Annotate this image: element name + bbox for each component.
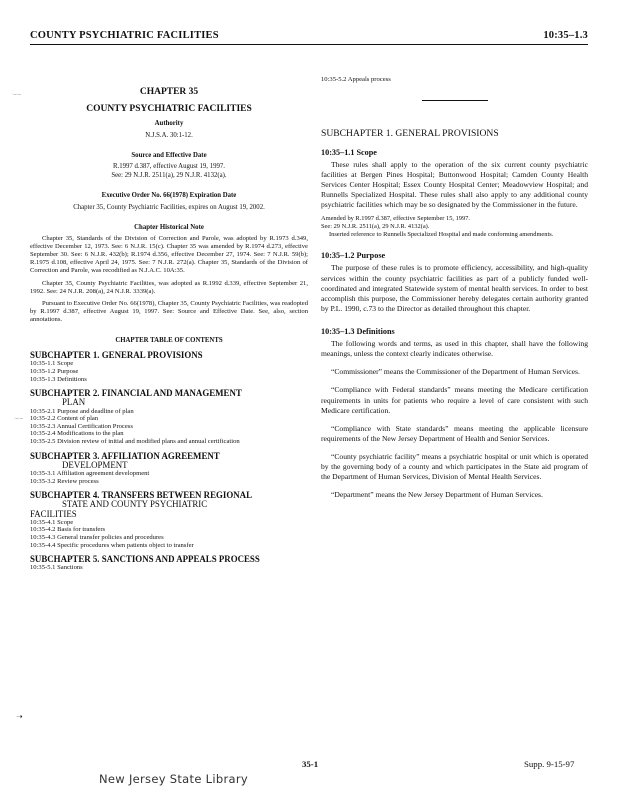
- toc-item: 10:35-4.1 Scope: [30, 518, 74, 526]
- margin-mark: ·-·–: [14, 416, 23, 422]
- toc-item: 10:35-1.2 Purpose: [30, 367, 79, 375]
- page-number: 35-1: [302, 759, 319, 769]
- toc-item: 10:35-1.3 Definitions: [30, 375, 87, 383]
- rule-heading: 10:35–1.3 Definitions: [321, 326, 395, 336]
- toc-item: 10:35-2.5 Division review of initial and modified plans and annual certification: [30, 437, 240, 445]
- source-label: Source and Effective Date: [131, 151, 207, 159]
- toc-heading: SUBCHAPTER 1. GENERAL PROVISIONS: [30, 350, 203, 361]
- toc-heading: SUBCHAPTER 5. SANCTIONS AND APPEALS PROCESS: [30, 554, 260, 565]
- toc-item: 10:35-3.1 Affiliation agreement development: [30, 469, 150, 477]
- toc-heading-cont: PLAN: [62, 397, 86, 408]
- toc-label: CHAPTER TABLE OF CONTENTS: [115, 336, 223, 344]
- toc-subchapter: [30, 491, 308, 549]
- toc-item: 10:35-4.2 Basis for transfers: [30, 526, 106, 534]
- left-column: [30, 76, 308, 572]
- authority-text: N.J.S.A. 30:1-12.: [145, 131, 193, 139]
- toc-item: 10:35-4.3 General transfer policies and procedures: [30, 533, 164, 541]
- toc-subchapter: [30, 351, 308, 383]
- toc-heading: SUBCHAPTER 3. AFFILIATION AGREEMENT: [30, 450, 220, 461]
- library-stamp: New Jersey State Library: [99, 772, 248, 786]
- source-line: R.1997 d.387, effective August 19, 1997.: [112, 163, 225, 171]
- amendment-note: See: 29 N.J.R. 2511(a), 29 N.J.R. 4132(a).: [321, 223, 430, 231]
- toc-item: 10:35-3.2 Review process: [30, 477, 99, 485]
- toc-heading-cont: FACILITIES: [30, 508, 77, 519]
- rule-heading: 10:35–1.1 Scope: [321, 147, 377, 157]
- header-title: COUNTY PSYCHIATRIC FACILITIES: [30, 30, 219, 41]
- header-section: 10:35–1.3: [543, 30, 588, 41]
- margin-mark: ·-·–: [12, 92, 21, 98]
- divider: [422, 100, 488, 101]
- chapter-number: CHAPTER 35: [139, 87, 199, 97]
- definition: “Compliance with State standards” means meeting the applicable licensure requirements of the New Jersey Department of Health and Senior Services.: [321, 423, 588, 443]
- amendment-note: Inserted reference to Runnells Specialized Hospital and made conforming amendments.: [329, 230, 554, 238]
- exec-order-text: Chapter 35, County Psychiatric Facilities, expires on August 19, 2002.: [73, 203, 265, 211]
- historical-note-label: Chapter Historical Note: [134, 223, 204, 231]
- toc-heading-cont: DEVELOPMENT: [62, 459, 128, 470]
- toc-item: 10:35-2.2 Content of plan: [30, 415, 99, 423]
- historical-note-paragraph: Chapter 35, County Psychiatric Facilities, was adopted as R.1992 d.339, effective September 21, 1992. See: 24 N.J.R. 208(a), 24 N.J.R. 3339(a).: [30, 279, 308, 295]
- definition: “Commissioner” means the Commissioner of the Department of Human Services.: [331, 367, 580, 377]
- toc-item: 10:35-2.1 Purpose and deadline of plan: [30, 407, 134, 415]
- rule-body: The purpose of these rules is to promote efficiency, accessibility, and high-quality services within the county psychiatric facilities as part of a publicly funded well-coordinated and integrated Statewide system of mental health services. In order to best accomplish this purpose, the Commissioner hereby delegates certain authority granted by P.L. 1990, c.73 to the Director as detailed throughout this chapter.: [321, 263, 588, 313]
- toc-item: 10:35-2.4 Modifications to the plan: [30, 430, 124, 438]
- exec-order-label: Executive Order No. 66(1978) Expiration Date: [101, 192, 237, 200]
- amendment-note: Amended by R.1997 d.387, effective September 15, 1997.: [321, 215, 470, 223]
- subchapter-heading: SUBCHAPTER 1. GENERAL PROVISIONS: [321, 127, 499, 139]
- right-column: [321, 76, 588, 500]
- toc-subchapter: [30, 389, 308, 445]
- definition: “Department” means the New Jersey Department of Human Services.: [331, 490, 543, 500]
- rule-heading: 10:35–1.2 Purpose: [321, 251, 386, 261]
- historical-note-paragraph: Chapter 35, Standards of the Division of Correction and Parole, was adopted by R.1973 d.349, effective December 12, 1973. See: 6 N.J.R. 15(c). Chapter 35 was amended by R.1974 d.273, effective September 30. See: 6 N.J.R. 432(b); R.1974 d.356, effective December 27, 1974. See: 7 N.J.R. 59(b); R.1975 d.108, effective April 24, 1975. See: 7 N.J.R. 272(a). Chapter 35, Standards of the Division of Correction and Parole, was recodified as N.J.A.C. 10A:35.: [30, 235, 308, 275]
- authority-label: Authority: [154, 120, 184, 128]
- toc-item: 10:35-2.3 Annual Certification Process: [30, 422, 133, 430]
- toc-subchapter: [30, 555, 308, 572]
- toc-heading-cont: STATE AND COUNTY PSYCHIATRIC: [62, 499, 208, 510]
- toc-item: 10:35-1.1 Scope: [30, 360, 74, 368]
- rule-body: The following words and terms, as used in this chapter, shall have the following meanings, unless the context clearly indicates otherwise.: [321, 339, 588, 359]
- historical-note-paragraph: Pursuant to Executive Order No. 66(1978), Chapter 35, County Psychiatric Facilities, was readopted by R.1997 d.387, effective August 19, 1997. See: Source and Effective Date. See, also, section annotations.: [30, 299, 308, 323]
- rule-body: These rules shall apply to the operation of the six current county psychiatric facilities at Bergen Pines Hospital; Buttonwood Hospital; Camden County Health Services Center Hospital; Essex County Hospital Center; Meadowview Hospital; and Runnells Specialized Hospital. These rules shall also apply to any additional county psychiatric facilities which may be so designated by the Commissioner in the future.: [321, 160, 588, 210]
- toc-heading: SUBCHAPTER 2. FINANCIAL AND MANAGEMENT: [30, 388, 242, 399]
- definition: “Compliance with Federal standards” means meeting the Medicare certification requirements in units for patients who require a level of care consistent with such Medicare certification.: [321, 385, 588, 415]
- toc-item: 10:35-5.1 Sanctions: [30, 564, 83, 572]
- running-header: [30, 30, 588, 45]
- supplement-date: Supp. 9-15-97: [524, 759, 575, 769]
- toc-heading: SUBCHAPTER 4. TRANSFERS BETWEEN REGIONAL: [30, 490, 253, 501]
- toc-item: 10:35-4.4 Specific procedures when patients object to transfer: [30, 541, 194, 549]
- toc-subchapter: [30, 452, 308, 486]
- toc-item: 10:35-5.2 Appeals process: [321, 76, 391, 83]
- margin-mark: ➝: [16, 712, 23, 721]
- source-line: See: 29 N.J.R. 2511(a), 29 N.J.R. 4132(a).: [111, 172, 227, 180]
- definition: “County psychiatric facility” means a psychiatric hospital or unit which is operated by the governing body of a county and which participates in the State aid program of the Department of Human Services, Division of Mental Health Services.: [321, 451, 588, 482]
- chapter-title: COUNTY PSYCHIATRIC FACILITIES: [86, 104, 252, 115]
